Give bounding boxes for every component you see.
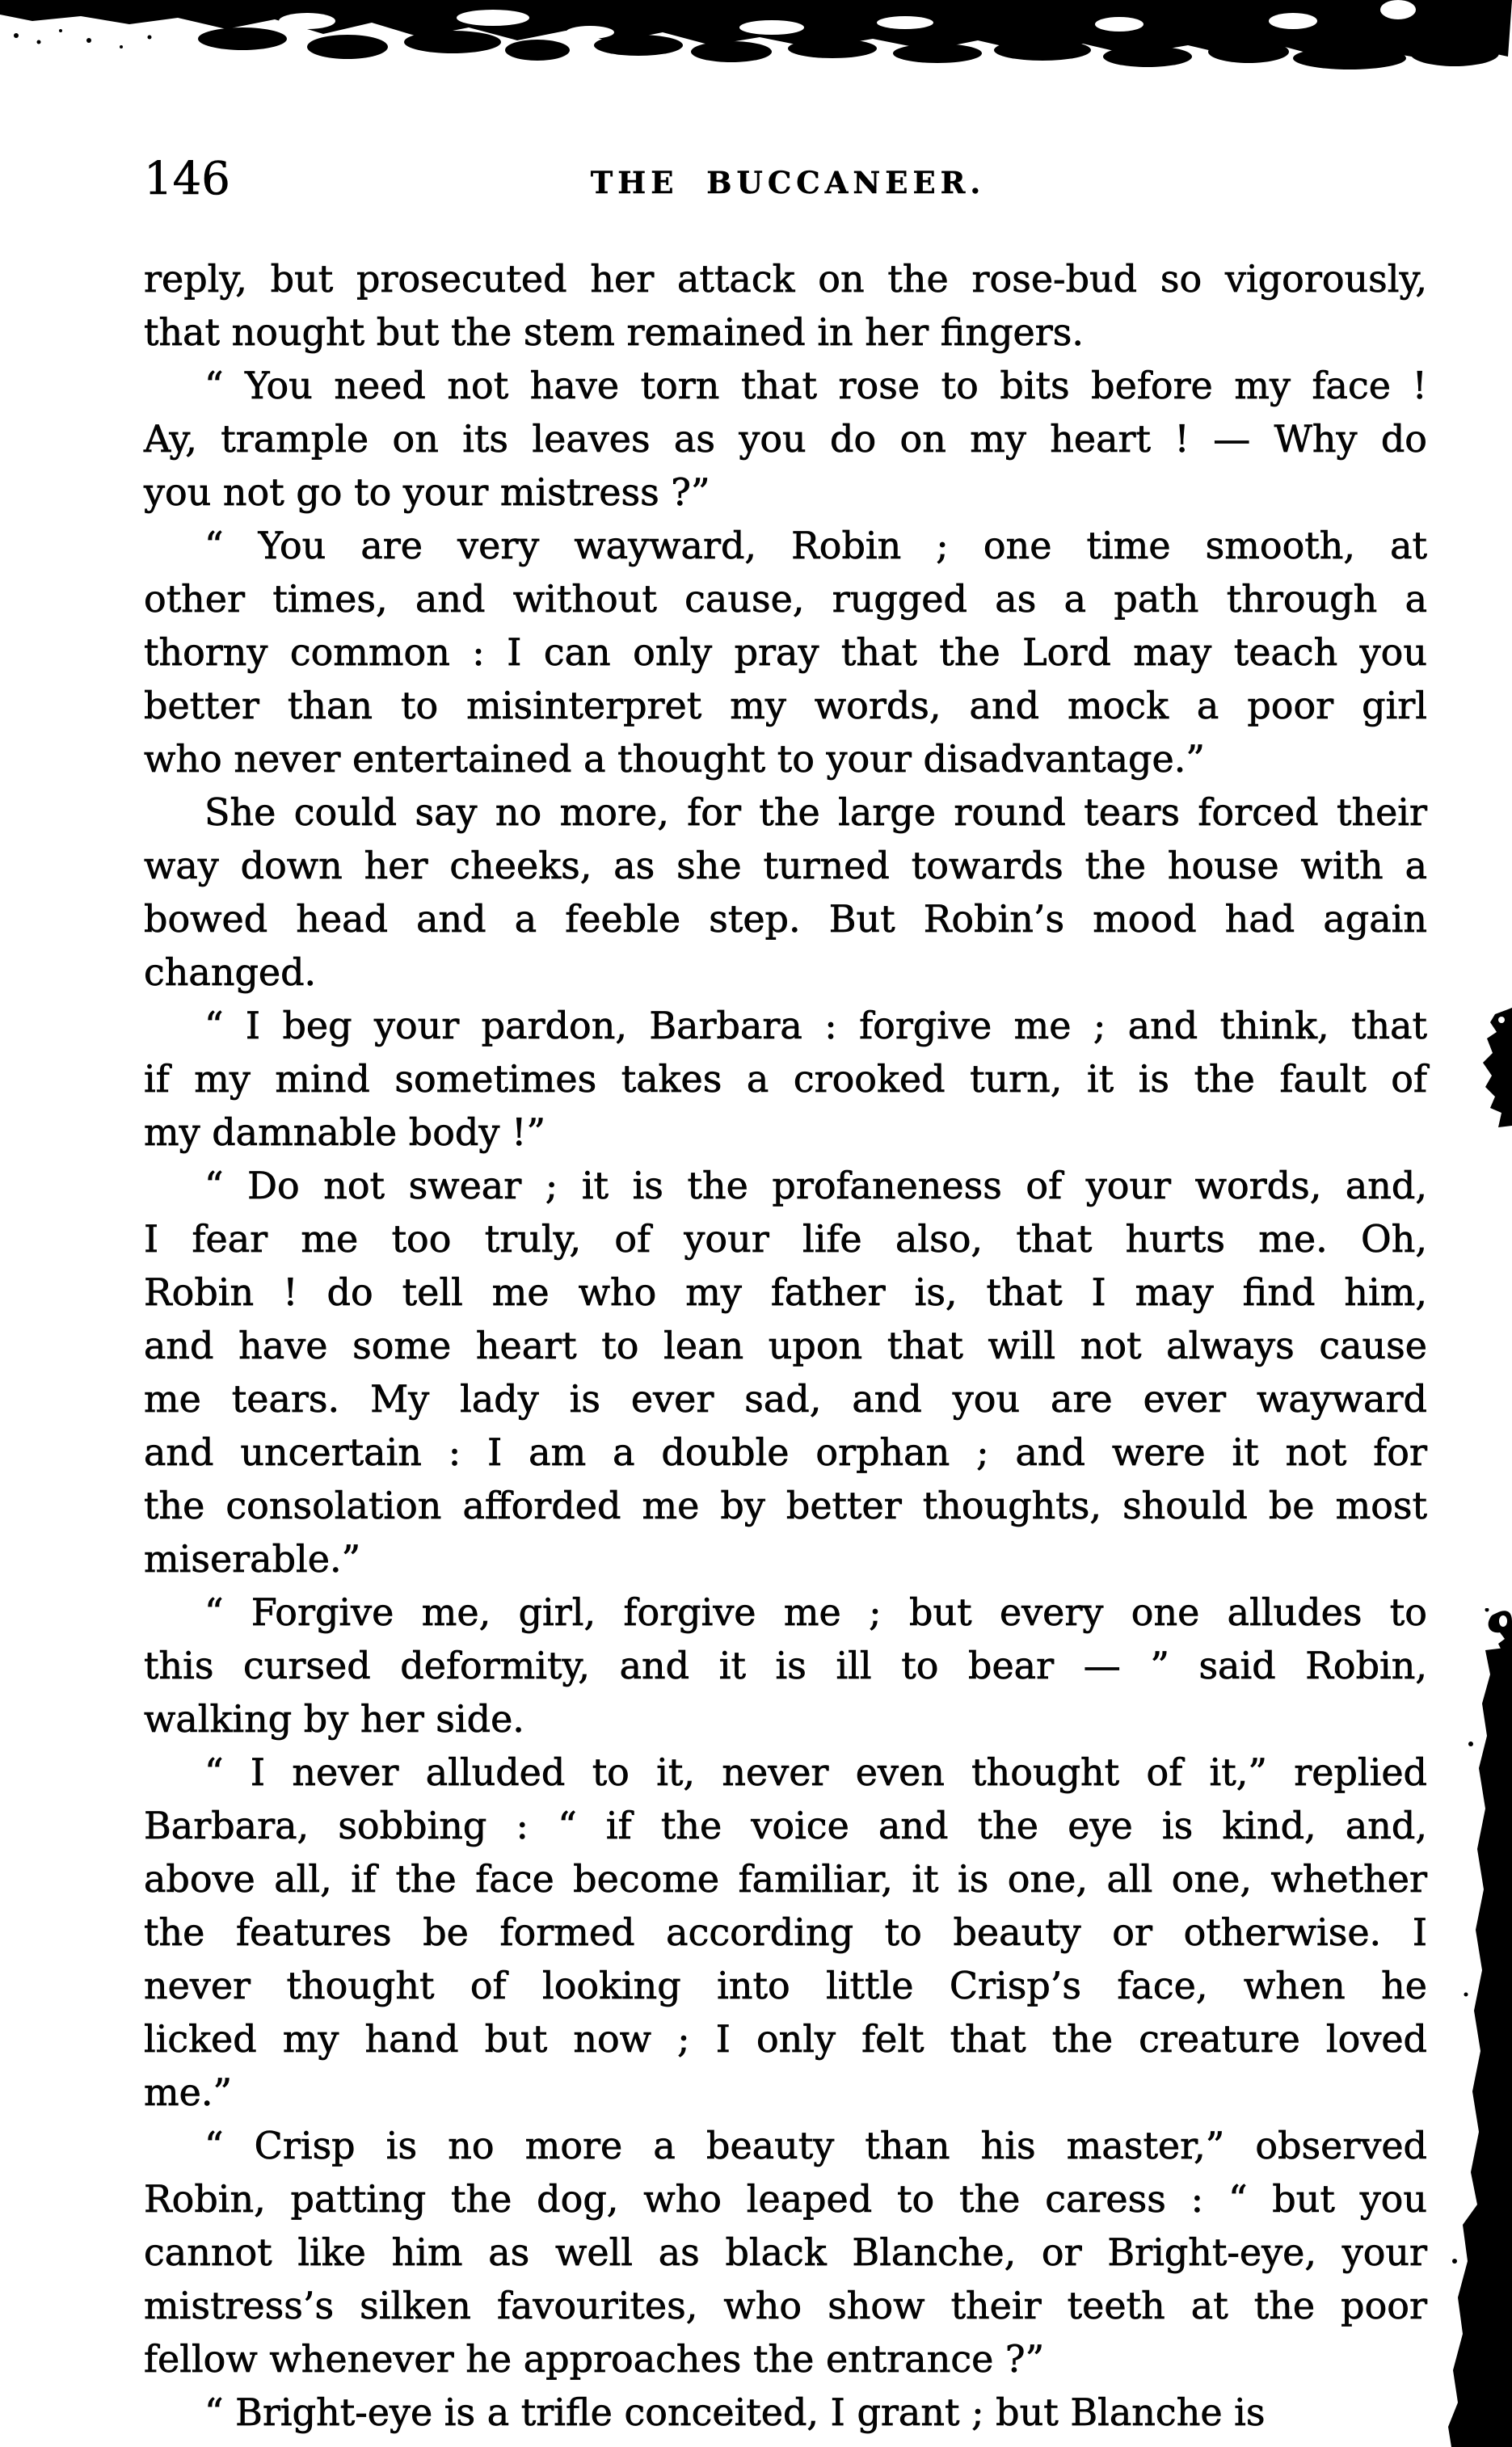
text-line: reply, but prosecuted her attack on the rose-bud so vigorously, [144, 257, 1427, 301]
paragraph [144, 1746, 1427, 2119]
text-line: and have some heart to lean upon that will not always cause [144, 1324, 1427, 1367]
text-line: bowed head and a feeble step. But Robin’s mood had again [144, 897, 1427, 941]
book-gutter-shadow [1438, 1647, 1512, 2447]
text-line: “ You need not have torn that rose to bits before my face ! [204, 364, 1427, 407]
text-line: “ You are very wayward, Robin ; one time smooth, at [204, 524, 1427, 567]
text-line: other times, and without cause, rugged as a path through a [144, 577, 1427, 621]
text-line: “ Crisp is no more a beauty than his master,” observed [204, 2124, 1427, 2167]
text-line: Robin ! do tell me who my father is, that I may find him, [144, 1270, 1427, 1314]
text-line: if my mind sometimes takes a crooked turn, it is the fault of [144, 1057, 1427, 1101]
text-line: changed. [144, 950, 317, 994]
text-line: cannot like him as well as black Blanche, or Bright-eye, your [144, 2230, 1427, 2274]
paragraph [144, 2119, 1427, 2386]
running-header: THE BUCCANEER. [590, 165, 986, 200]
text-line: the features be formed according to beauty or otherwise. I [144, 1910, 1427, 1954]
text-line: above all, if the face become familiar, it is one, all one, whether [144, 1857, 1427, 1901]
text-line: thorny common : I can only pray that the Lord may teach you [144, 630, 1427, 674]
paragraph [144, 1586, 1427, 1746]
text-line: “ I beg your pardon, Barbara : forgive me ; and think, that [204, 1004, 1427, 1047]
text-line: better than to misinterpret my words, and mock a poor girl [144, 684, 1427, 727]
body-text [144, 252, 1427, 2439]
paragraph [144, 785, 1427, 999]
text-line: this cursed deformity, and it is ill to bear — ” said Robin, [144, 1644, 1427, 1687]
text-line: way down her cheeks, as she turned towards the house with a [144, 844, 1427, 887]
text-line: Robin, patting the dog, who leaped to the caress : “ but you [144, 2177, 1427, 2221]
page-number: 146 [144, 153, 230, 205]
text-line: Ay, trample on its leaves as you do on my heart ! — Why do [144, 417, 1427, 461]
text-line: me.” [144, 2070, 232, 2114]
text-line: fellow whenever he approaches the entrance ?” [144, 2337, 1045, 2381]
text-line: who never entertained a thought to your disadvantage.” [144, 737, 1205, 781]
ink-blot-right-icon [1471, 1006, 1512, 1127]
text-line: that nought but the stem remained in her fingers. [144, 310, 1084, 354]
paragraph [144, 1159, 1427, 1586]
text-line: “ Bright-eye is a trifle conceited, I grant ; but Blanche is [204, 2390, 1266, 2434]
text-line: my damnable body !” [144, 1110, 545, 1154]
text-line: you not go to your mistress ?” [144, 470, 710, 514]
text-line: me tears. My lady is ever sad, and you are ever wayward [144, 1377, 1427, 1421]
text-line: I fear me too truly, of your life also, that hurts me. Oh, [144, 1217, 1427, 1261]
text-line: Barbara, sobbing : “ if the voice and the eye is kind, and, [144, 1804, 1427, 1847]
text-line: “ Forgive me, girl, forgive me ; but every one alludes to [204, 1590, 1427, 1634]
text-line: miserable.” [144, 1537, 361, 1581]
paragraph [144, 252, 1427, 359]
text-line: walking by her side. [144, 1697, 524, 1741]
text-line: “ I never alluded to it, never even thought of it,” replied [204, 1750, 1427, 1794]
text-line: “ Do not swear ; it is the profaneness of your words, and, [204, 1164, 1427, 1207]
text-line: licked my hand but now ; I only felt that the creature loved [144, 2017, 1427, 2061]
paragraph [144, 999, 1427, 1159]
scan-artifact-top-band [0, 0, 1512, 77]
paragraph [144, 2386, 1427, 2439]
text-line: mistress’s silken favourites, who show their teeth at the poor [144, 2284, 1427, 2327]
text-line: She could say no more, for the large round tears forced their [204, 790, 1427, 834]
paragraph [144, 519, 1427, 785]
paragraph [144, 359, 1427, 519]
text-line: the consolation afforded me by better thoughts, should be most [144, 1484, 1427, 1527]
text-line: never thought of looking into little Crisp’s face, when he [144, 1964, 1427, 2007]
ink-squiggle-right-icon [1479, 1608, 1512, 1657]
text-line: and uncertain : I am a double orphan ; and were it not for [144, 1430, 1427, 1474]
